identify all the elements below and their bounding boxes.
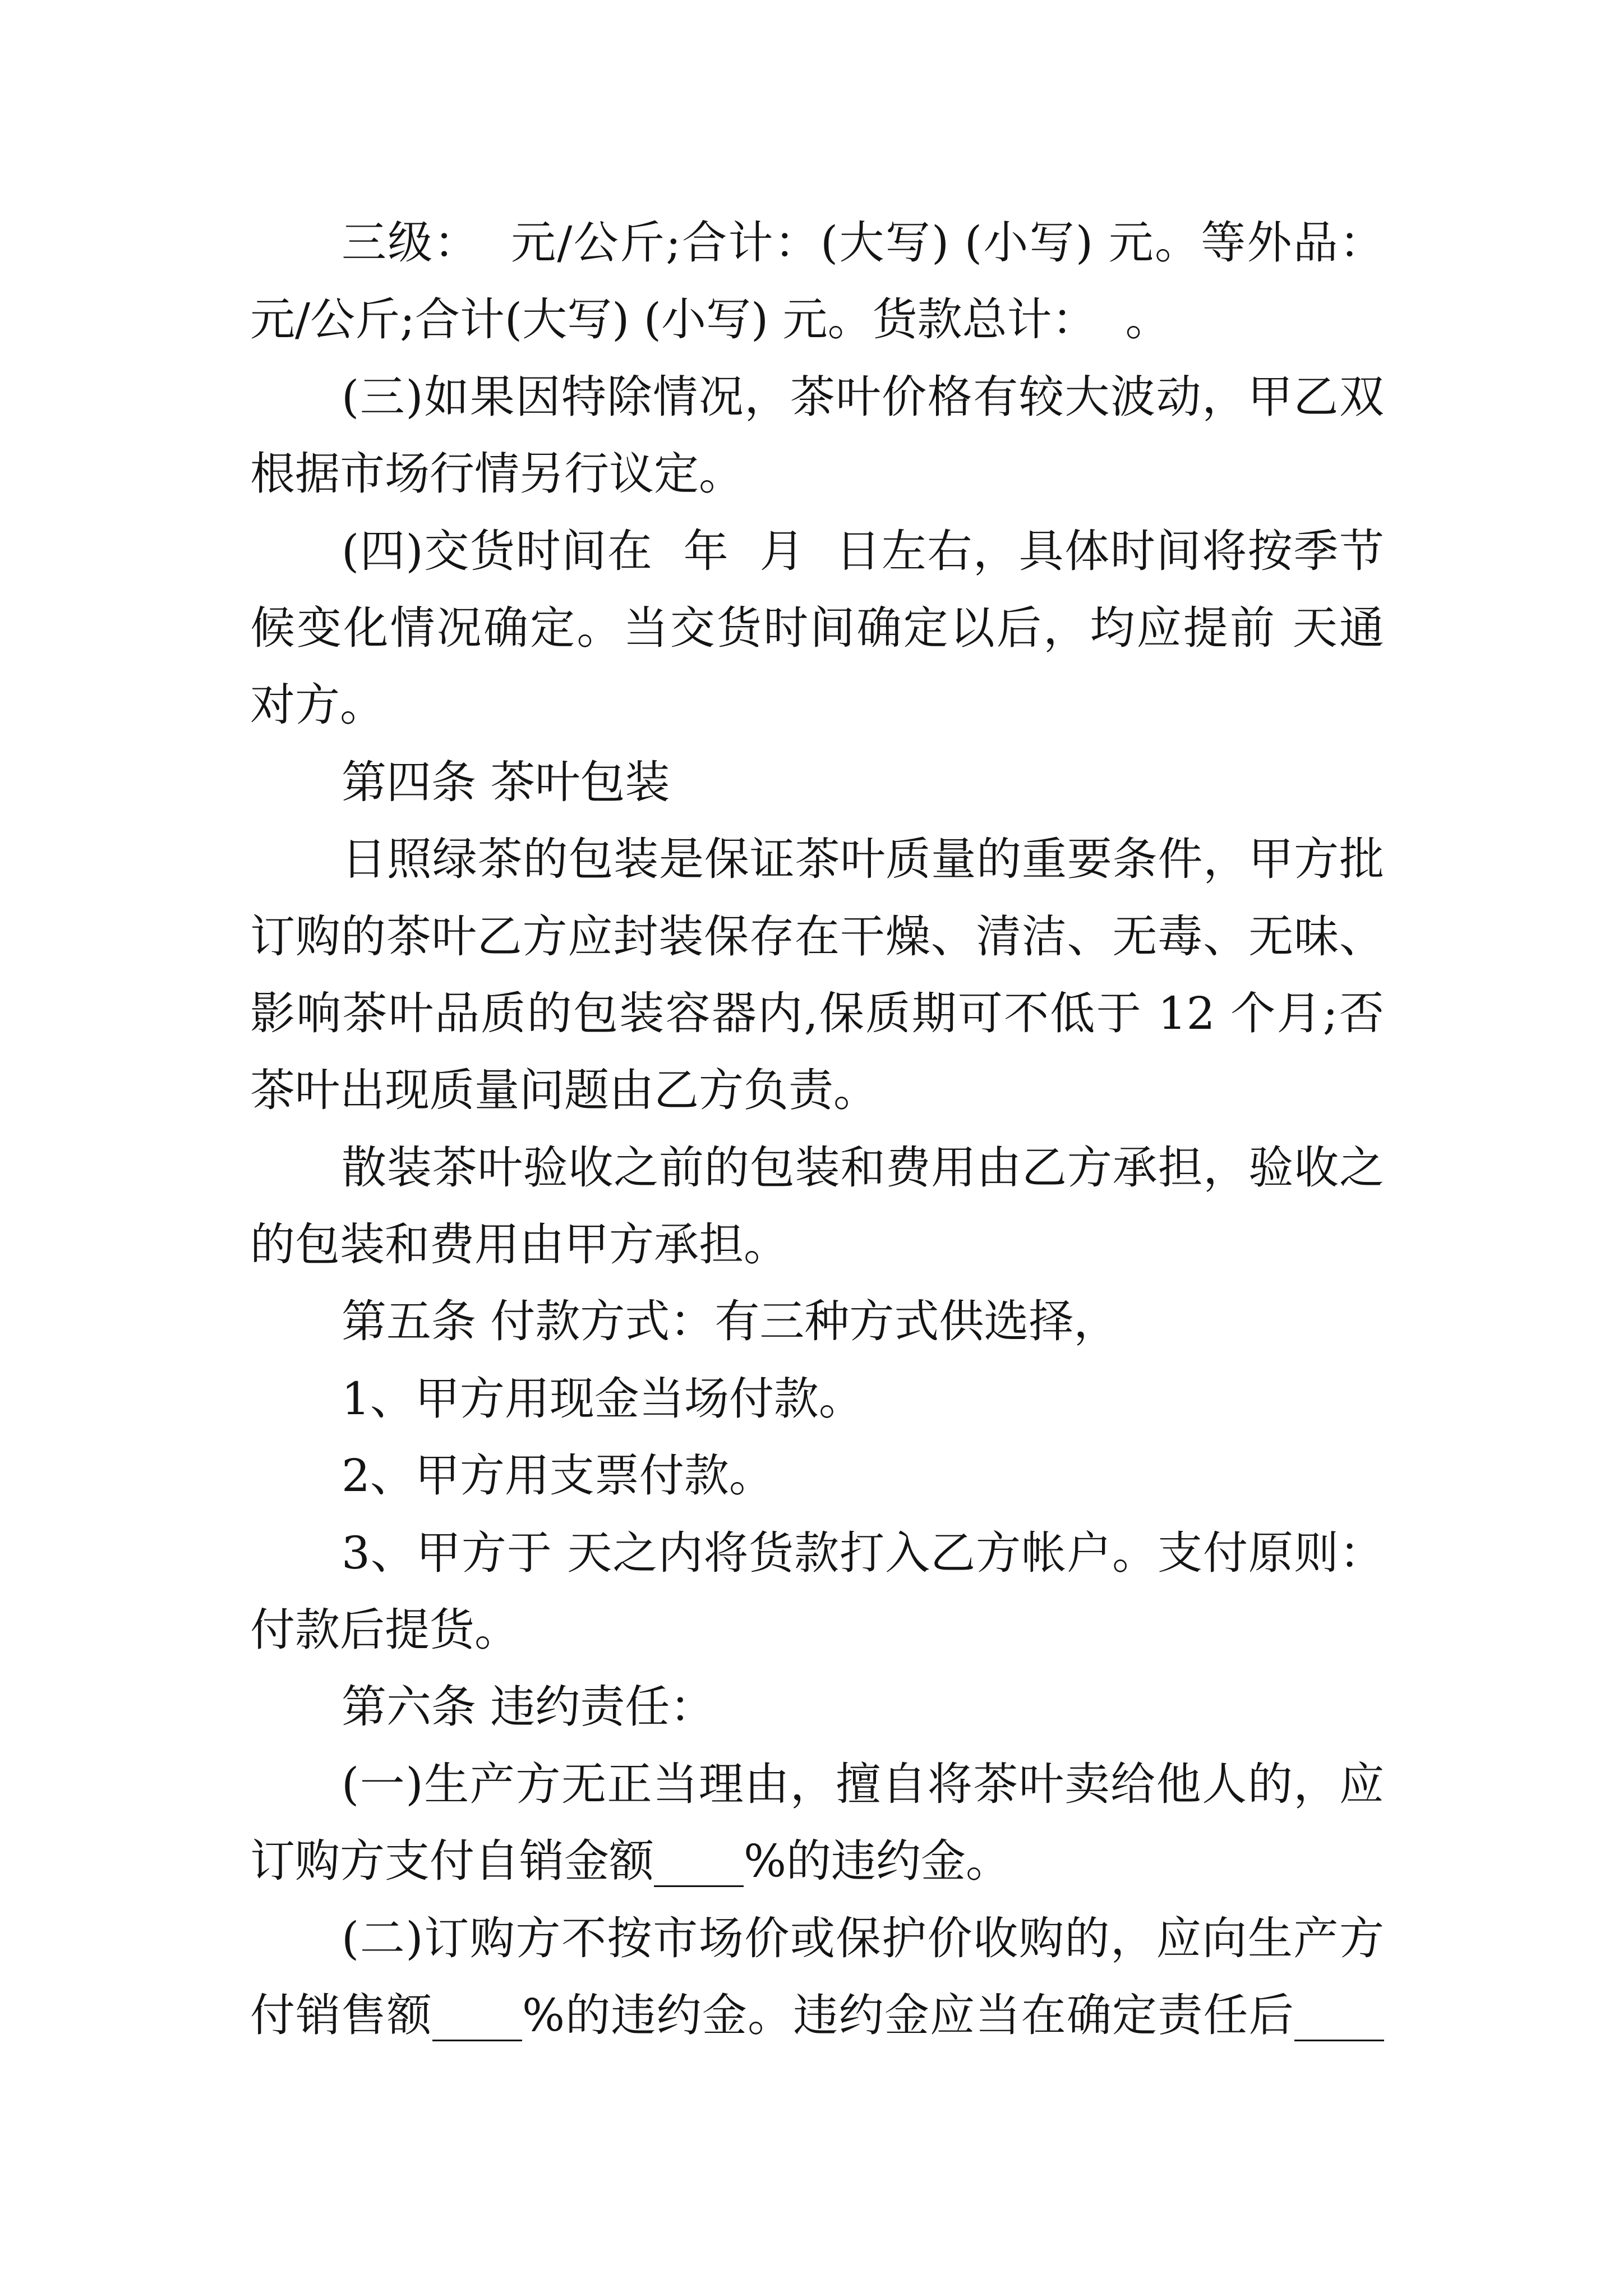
text-line: 2、甲方用支票付款。 <box>342 1450 774 1502</box>
text-line: 三级： 元/公斤;合计：(大写) (小写) 元。等外品： <box>342 217 1384 269</box>
text-line: 订购方支付自销金额____%的违约金。 <box>250 1835 1011 1888</box>
paragraph-bulk-packaging <box>250 1129 1384 1283</box>
text-line: 订购的茶叶乙方应封装保存在干燥、清洁、无毒、无味、 <box>250 910 1384 963</box>
text-line: 茶叶出现质量问题由乙方负责。 <box>250 1064 878 1117</box>
paragraph-delivery-time <box>250 513 1384 744</box>
text-line: 第五条 付款方式：有三种方式供选择， <box>342 1295 1119 1348</box>
text-line: 散装茶叶验收之前的包装和费用由乙方承担，验收之 <box>342 1141 1384 1194</box>
document-body <box>250 204 1384 2054</box>
payment-option-2 <box>250 1437 1384 1514</box>
text-line: 对方。 <box>250 679 385 731</box>
article-5-heading <box>250 1283 1384 1360</box>
text-line: (四)交货时间在 年 月 日左右，具体时间将按季节 <box>342 524 1384 577</box>
text-line: 3、甲方于 天之内将货款打入乙方帐户。支付原则： <box>342 1526 1384 1579</box>
text-line: (一)生产方无正当理由，擅自将茶叶卖给他人的，应 <box>342 1757 1384 1810</box>
payment-option-1 <box>250 1360 1384 1437</box>
text-line: 影响茶叶品质的包装容器内,保质期可不低于 12 个月;否 <box>250 987 1384 1039</box>
paragraph-price-fluctuation <box>250 358 1384 513</box>
text-line: 第六条 违约责任： <box>342 1681 715 1733</box>
paragraph-breach-producer <box>250 1746 1384 1900</box>
article-6-heading <box>250 1668 1384 1745</box>
text-line: (三)如果因特除情况，茶叶价格有较大波动，甲乙双 <box>342 370 1384 423</box>
text-line: 第四条 茶叶包装 <box>342 756 670 808</box>
payment-option-3 <box>250 1515 1384 1669</box>
text-line: 的包装和费用由甲方承担。 <box>250 1218 789 1271</box>
paragraph-breach-buyer <box>250 1900 1384 2054</box>
text-line: 候变化情况确定。当交货时间确定以后，均应提前 天通 <box>250 601 1384 654</box>
text-line: 1、甲方用现金当场付款。 <box>342 1372 864 1425</box>
text-line: 付销售额____%的违约金。违约金应当在确定责任后____ <box>250 1989 1384 2041</box>
text-line: 日照绿茶的包装是保证茶叶质量的重要条件，甲方批 <box>342 833 1384 886</box>
text-line: 付款后提货。 <box>250 1604 519 1657</box>
text-line: 元/公斤;合计(大写) (小写) 元。货款总计： 。 <box>250 293 1170 346</box>
text-line: 根据市场行情另行议定。 <box>250 448 744 500</box>
text-line: (二)订购方不按市场价或保护价收购的，应向生产方 <box>342 1912 1384 1964</box>
paragraph-packaging <box>250 821 1384 1129</box>
paragraph-price-grades <box>250 204 1384 358</box>
article-4-heading <box>250 744 1384 821</box>
